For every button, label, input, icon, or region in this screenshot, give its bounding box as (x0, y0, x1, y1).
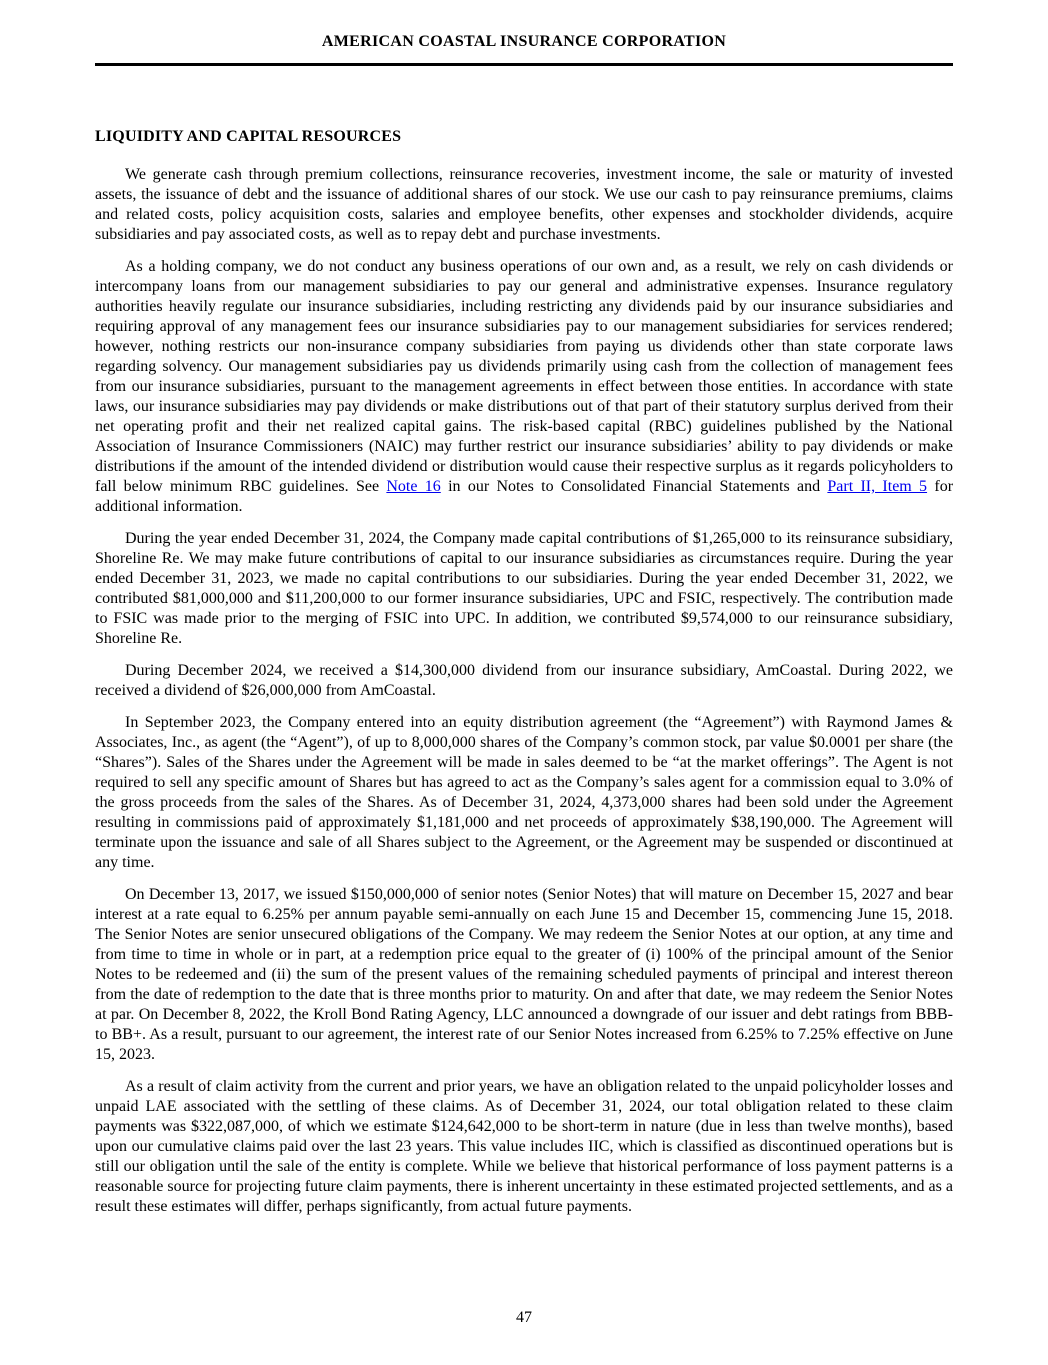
paragraph-cash-generation: We generate cash through premium collections, reinsurance recoveries, investment income, the sale or maturity of invested assets, the issuance of debt and the issuance of additional shares of our stock. We use our cash to pay reinsurance premiums, claims and related costs, policy acquisition costs, salaries and employee benefits, other expenses and stockholder dividends, acquire subsidiaries and pay associated costs, as well as to repay debt and purchase investments. (95, 166, 953, 243)
document-body (95, 128, 953, 1217)
paragraph-claim-obligations: As a result of claim activity from the current and prior years, we have an obligation related to the unpaid policyholder losses and unpaid LAE associated with the settling of these claims. As of December 31, 2024, our total obligation related to these claim payments was $322,087,000, of which we estimate $124,642,000 to be short-term in nature (due in less than twelve months), based upon our cumulative claims paid over the last 23 years. This value includes IIC, which is classified as discontinued operations but is still our obligation until the sale of the entity is complete. While we believe that historical performance of loss payment patterns is a reasonable source for projecting future claim payments, there is inherent uncertainty in these estimated projected settlements, and as a result these estimates will differ, perhaps significantly, from actual future payments. (95, 1078, 953, 1215)
section-heading: LIQUIDITY AND CAPITAL RESOURCES (95, 128, 402, 145)
header-rule (95, 63, 953, 66)
paragraph-text-segment: in our Notes to Consolidated Financial Statements and (440, 478, 828, 495)
paragraph-holding-company (95, 257, 953, 517)
paragraph-capital-contributions: During the year ended December 31, 2024, the Company made capital contributions of $1,265,000 to its reinsurance subsidiary, Shoreline Re. We may make future contributions of capital to our insurance subsidiaries as circumstances require. During the year ended December 31, 2023, we made no capital contributions to our subsidiaries. During the year ended December 31, 2022, we contributed $81,000,000 and $11,200,000 to our former insurance subsidiaries, UPC and FSIC, respectively. The contribution made to FSIC was made prior to the merging of FSIC into UPC. In addition, we contributed $9,574,000 to our reinsurance subsidiary, Shoreline Re. (95, 530, 953, 647)
paragraph-equity-distribution: In September 2023, the Company entered into an equity distribution agreement (the “Agreement”) with Raymond James & Associates, Inc., as agent (the “Agent”), of up to 8,000,000 shares of the Company’s common stock, par value $0.0001 per share (the “Shares”). Sales of the Shares under the Agreement will be made in sales deemed to be “at the market offerings”. The Agent is not required to sell any specific amount of Shares but has agreed to act as the Company’s sales agent for a commission equal to 3.0% of the gross proceeds from the sales of the Shares. As of December 31, 2024, 4,373,000 shares had been sold under the Agreement resulting in commissions paid of approximately $1,181,000 and net proceeds of approximately $38,190,000. The Agreement will terminate upon the issuance and sale of all Shares subject to the Agreement, or the Agreement may be suspended or discontinued at any time. (95, 714, 953, 871)
document-header (95, 33, 953, 66)
part-ii-item-5-link[interactable]: Part II, Item 5 (827, 478, 928, 495)
note-16-link[interactable]: Note 16 (386, 478, 441, 495)
paragraph-text-segment: As a holding company, we do not conduct any business operations of our own and, as a result, we rely on cash dividends or intercompany loans from our management subsidiaries to pay our general and administrative expenses. Insurance regulatory authorities heavily regulate our insurance subsidiaries, including restricting any dividends paid by our insurance subsidiaries and requiring approval of any management fees our insurance subsidiaries pay to our management subsidiaries for services rendered; however, nothing restricts our non-insurance company subsidiaries from paying us dividends other than state corporate laws regarding solvency. Our management subsidiaries pay us dividends primarily using cash from the collection of management fees from our insurance subsidiaries, pursuant to the management agreements in effect between those entities. In accordance with state laws, our insurance subsidiaries may pay dividends or make distributions out of that part of their statutory surplus derived from their net operating profit and their net realized capital gains. The risk-based capital (RBC) guidelines published by the National Association of Insurance Commissioners (NAIC) may further restrict our insurance subsidiaries’ ability to pay dividends or make distributions if the amount of the intended dividend or distribution would cause their respective surplus as it regards policyholders to fall below minimum RBC guidelines. See (95, 258, 953, 495)
paragraph-senior-notes: On December 13, 2017, we issued $150,000,000 of senior notes (Senior Notes) that will mature on December 15, 2027 and bear interest at a rate equal to 6.25% per annum payable semi-annually on each June 15 and December 15, commencing June 15, 2018. The Senior Notes are senior unsecured obligations of the Company. We may redeem the Senior Notes at our option, at any time and from time to time in whole or in part, at a redemption price equal to the greater of (i) 100% of the principal amount of the Senior Notes to be redeemed and (ii) the sum of the present values of the remaining scheduled payments of principal and interest thereon from the date of redemption to the date that is three months prior to maturity. On and after that date, we may redeem the Senior Notes at par. On December 8, 2022, the Kroll Bond Rating Agency, LLC announced a downgrade of our issuer and debt ratings from BBB- to BB+. As a result, pursuant to our agreement, the interest rate of our Senior Notes increased from 6.25% to 7.25% effective on June 15, 2023. (95, 886, 953, 1063)
document-footer (0, 1309, 1048, 1327)
paragraph-dividends-received: During December 2024, we received a $14,300,000 dividend from our insurance subsidiary, AmCoastal. During 2022, we received a dividend of $26,000,000 from AmCoastal. (95, 662, 953, 699)
paragraph-text-segment: for additional information. (95, 478, 954, 515)
page-number: 47 (516, 1309, 532, 1326)
company-title: AMERICAN COASTAL INSURANCE CORPORATION (321, 33, 727, 50)
